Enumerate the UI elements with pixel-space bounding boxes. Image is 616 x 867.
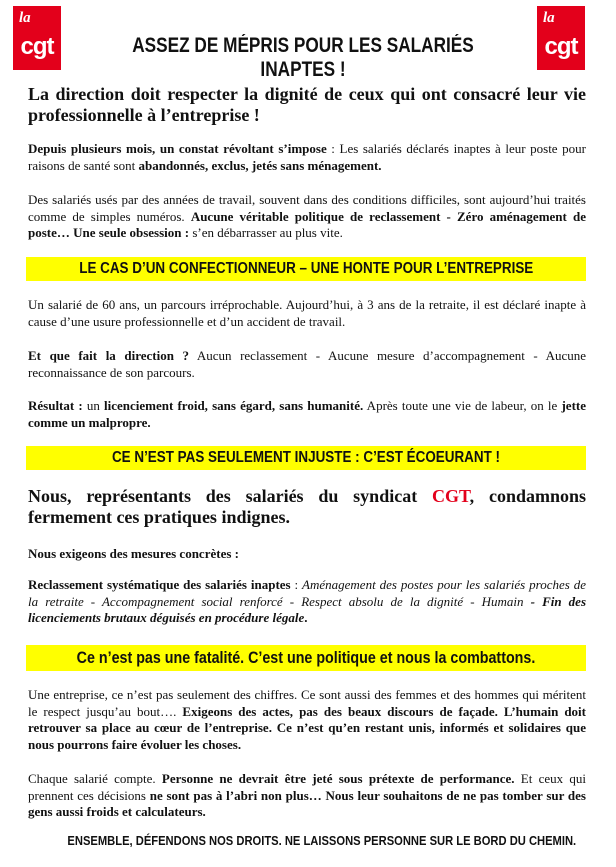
p9-text-1: Chaque salarié compte. [28, 771, 162, 786]
paragraph-salaries-uses [28, 192, 586, 242]
p2-text-2: s’en débarrasser au plus vite. [189, 225, 343, 240]
paragraph-resultat [28, 398, 586, 431]
cgt-logo-right [537, 6, 585, 70]
p7-bold-italic-1: - Fin des licenciements brutaux déguisés en procédure légale [28, 593, 587, 625]
p1-text-1: : Les salariés déclarés inaptes à leur poste pour raisons de santé sont [28, 141, 586, 173]
p7-italic-1: Aménagement des postes pour les salariés proches de la retraite - Accompagnement social renforcé - Respect absolu de la dignité - Humain [28, 577, 586, 609]
lead-paragraph-cgt [28, 486, 586, 528]
p9-bold-1: Personne ne devrait être jeté sous prétexte de performance. [161, 771, 515, 786]
paragraph-exigences-heading: Nous exigeons des mesures concrètes : [28, 546, 239, 561]
paragraph-reclassement [28, 577, 586, 627]
p2-bold-1: Aucune véritable politique de reclassement - Zéro aménagement de poste… Une seule obsession : [28, 208, 586, 240]
p5-bold-2: licenciement froid, sans égard, sans humanité. [104, 398, 364, 413]
paragraph-chaque-salarie [28, 771, 586, 821]
logo-cgt-text: cgt [544, 33, 578, 60]
paragraph-constat [28, 141, 586, 174]
p1-bold-2: abandonnés, exclus, jetés sans ménagement. [138, 157, 382, 173]
p7-text-2: . [304, 610, 308, 625]
p1-bold-1: Depuis plusieurs mois, un constat révoltant s’impose [28, 141, 327, 156]
p4-bold-1: Et que fait la direction ? [28, 348, 190, 363]
paragraph-entreprise [28, 687, 586, 753]
heading-band-confectionneur: LE CAS D’UN CONFECTIONNEUR – UNE HONTE POUR L’ENTREPRISE [26, 257, 586, 281]
paragraph-salarie-60-ans: Un salarié de 60 ans, un parcours irréprochable. Aujourd’hui, à 3 ans de la retraite, il est déclaré inapte à cause d’une usure professionnelle et d’un accident de travail. [28, 297, 586, 329]
logo-la-text: la [543, 10, 555, 26]
p4-text-1: Aucun reclassement - Aucune mesure d’accompagnement - Aucune reconnaissance de son parcours. [28, 348, 586, 380]
footer-slogan: ENSEMBLE, DÉFENDONS NOS DROITS. NE LAISSONS PERSONNE SUR LE BORD DU CHEMIN. [67, 833, 577, 848]
lead2-text-1: Nous, représentants des salariés du syndicat [28, 486, 432, 506]
heading-band-fatalite: Ce n’est pas une fatalité. C’est une politique et nous la combattons. [26, 645, 586, 671]
lead2-text-2: , condamnons fermement ces pratiques indignes. [28, 486, 587, 527]
p5-text-2: Après toute une vie de labeur, on le [363, 398, 562, 413]
p5-bold-1: Résultat : [28, 398, 83, 413]
p8-bold-1: Exigeons des actes, pas des beaux discours de façade. L’humain doit retrouver sa place au cœur de l’entreprise. Ce n’est qu’en restant unis, informés et solidaires que nous pourrons faire évoluer les choses. [28, 703, 586, 752]
p5-bold-3: jette comme un malpropre. [28, 398, 586, 430]
p8-text-1: Une entreprise, ce n’est pas seulement des chiffres. Ce sont aussi des femmes et des hommes qui méritent le respect jusqu’au bout…. [28, 687, 586, 719]
paragraph-direction [28, 348, 586, 381]
lead-paragraph: La direction doit respecter la dignité de ceux qui ont consacré leur vie professionnelle à l’entreprise ! [28, 84, 586, 125]
heading-band-ecoeurant: CE N’EST PAS SEULEMENT INJUSTE : C’EST ÉCOEURANT ! [26, 446, 586, 470]
logo-cgt-text: cgt [20, 33, 54, 60]
logo-la-text: la [19, 10, 31, 26]
p5-text-1: un [82, 398, 105, 413]
p9-text-2: Et ceux qui prennent ces décisions [28, 771, 586, 803]
cgt-name-red: CGT [432, 486, 470, 506]
page-title: ASSEZ DE MÉPRIS POUR LES SALARIÉS INAPTES ! [132, 34, 474, 81]
p7-text-1: : [290, 577, 303, 592]
p7-bold-1: Reclassement systématique des salariés inaptes [28, 577, 291, 592]
p2-text-1: Des salariés usés par des années de travail, souvent dans des conditions difficiles, sont aujourd’hui traités comme de simples numéros. [28, 192, 586, 224]
p9-bold-2: ne sont pas à l’abri non plus… Nous leur souhaitons de ne pas tomber sur des gens aussi froids et calculateurs. [28, 787, 586, 819]
cgt-logo-left [13, 6, 61, 70]
